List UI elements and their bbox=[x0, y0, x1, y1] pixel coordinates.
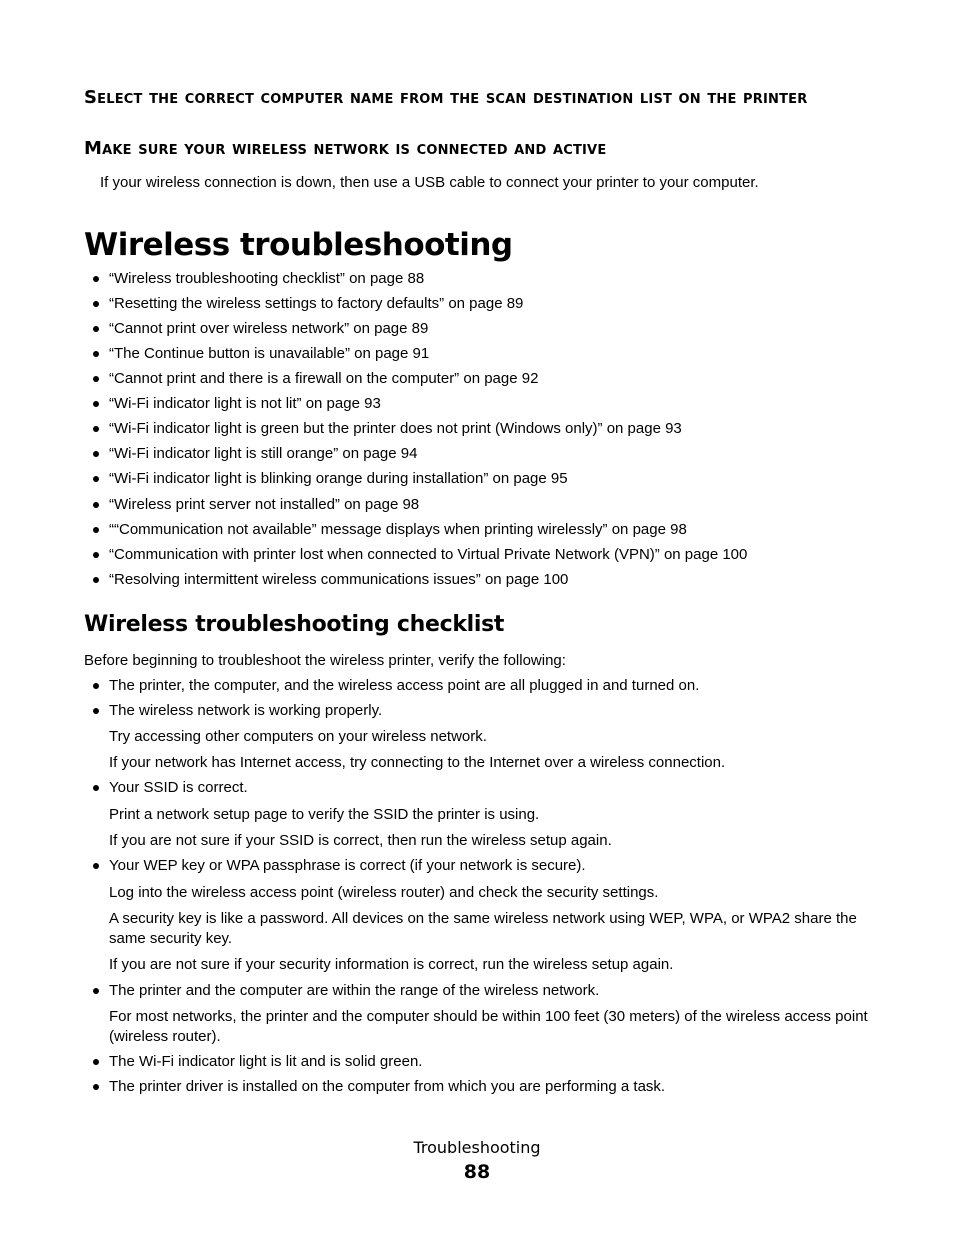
bullet-dot bbox=[93, 426, 99, 432]
heading-select-computer: Select the correct computer name from the scan destination list on the printer bbox=[84, 87, 808, 108]
page-number: 88 bbox=[463, 1161, 491, 1183]
toc-link[interactable]: ““Communication not available” message displays when printing wirelessly” on page 98 bbox=[109, 521, 687, 538]
toc-link[interactable]: “Wi‑Fi indicator light is blinking orange during installation” on page 95 bbox=[109, 470, 568, 487]
checklist-subtext: Try accessing other computers on your wireless network. bbox=[109, 728, 487, 745]
checklist-item-wifi-light: The Wi‑Fi indicator light is lit and is solid green. bbox=[109, 1053, 423, 1070]
toc-link[interactable]: “Wi‑Fi indicator light is not lit” on page 93 bbox=[109, 395, 381, 412]
bullet-dot bbox=[93, 276, 99, 282]
toc-link[interactable]: “Cannot print over wireless network” on page 89 bbox=[109, 320, 429, 337]
toc-link[interactable]: “Resolving intermittent wireless communications issues” on page 100 bbox=[109, 571, 569, 588]
toc-link[interactable]: “Wireless print server not installed” on page 98 bbox=[109, 496, 420, 513]
page-footer bbox=[0, 1138, 954, 1183]
bullet-dot bbox=[93, 376, 99, 382]
toc-link[interactable]: “Wireless troubleshooting checklist” on page 88 bbox=[109, 270, 425, 287]
toc-link[interactable]: “Resetting the wireless settings to factory defaults” on page 89 bbox=[109, 295, 524, 312]
checklist-subtext: For most networks, the printer and the computer should be within 100 feet (30 meters) of the wireless access point (wireless router). bbox=[109, 1008, 868, 1045]
bullet-dot bbox=[93, 301, 99, 307]
bullet-dot bbox=[93, 451, 99, 457]
checklist-subtext: If you are not sure if your security information is correct, run the wireless setup again. bbox=[109, 956, 674, 973]
toc-link[interactable]: “Communication with printer lost when connected to Virtual Private Network (VPN)” on page 100 bbox=[109, 546, 748, 563]
checklist-item-ssid: Your SSID is correct. bbox=[109, 779, 248, 796]
bullet-dot bbox=[93, 1084, 99, 1090]
checklist-subtext: If your network has Internet access, try connecting to the Internet over a wireless connection. bbox=[109, 754, 726, 771]
toc-link[interactable]: “Wi‑Fi indicator light is still orange” on page 94 bbox=[109, 445, 418, 462]
heading-make-sure-network: Make sure your wireless network is connected and active bbox=[84, 138, 607, 159]
section-title-checklist: Wireless troubleshooting checklist bbox=[84, 612, 505, 637]
footer-section-label: Troubleshooting bbox=[413, 1138, 541, 1157]
bullet-dot bbox=[93, 401, 99, 407]
bullet-dot bbox=[93, 683, 99, 689]
checklist-subtext: Log into the wireless access point (wireless router) and check the security settings. bbox=[109, 884, 659, 901]
checklist-subtext: Print a network setup page to verify the SSID the printer is using. bbox=[109, 806, 540, 823]
checklist-item-driver: The printer driver is installed on the computer from which you are performing a task. bbox=[109, 1078, 666, 1095]
checklist-item-network: The wireless network is working properly. bbox=[109, 702, 383, 719]
bullet-dot bbox=[93, 527, 99, 533]
bullet-dot bbox=[93, 577, 99, 583]
checklist-intro: Before beginning to troubleshoot the wireless printer, verify the following: bbox=[84, 652, 566, 669]
intro-text: If your wireless connection is down, then use a USB cable to connect your printer to your computer. bbox=[100, 174, 759, 191]
bullet-dot bbox=[93, 326, 99, 332]
bullet-dot bbox=[93, 988, 99, 994]
bullet-dot bbox=[93, 351, 99, 357]
checklist-subtext: If you are not sure if your SSID is correct, then run the wireless setup again. bbox=[109, 832, 612, 849]
bullet-dot bbox=[93, 476, 99, 482]
bullet-dot bbox=[93, 502, 99, 508]
checklist-item-powered: The printer, the computer, and the wireless access point are all plugged in and turned on. bbox=[109, 677, 700, 694]
page-title: Wireless troubleshooting bbox=[84, 227, 513, 263]
checklist-subtext: A security key is like a password. All devices on the same wireless network using WEP, WPA, or WPA2 share the same security key. bbox=[109, 910, 857, 947]
bullet-dot bbox=[93, 863, 99, 869]
toc-link[interactable]: “The Continue button is unavailable” on page 91 bbox=[109, 345, 430, 362]
toc-link[interactable]: “Wi‑Fi indicator light is green but the printer does not print (Windows only)” on page 93 bbox=[109, 420, 682, 437]
bullet-dot bbox=[93, 785, 99, 791]
toc-link[interactable]: “Cannot print and there is a firewall on the computer” on page 92 bbox=[109, 370, 539, 387]
bullet-dot bbox=[93, 1059, 99, 1065]
checklist-item-range: The printer and the computer are within the range of the wireless network. bbox=[109, 982, 600, 999]
bullet-dot bbox=[93, 552, 99, 558]
checklist-item-security: Your WEP key or WPA passphrase is correct (if your network is secure). bbox=[109, 857, 586, 874]
bullet-dot bbox=[93, 708, 99, 714]
